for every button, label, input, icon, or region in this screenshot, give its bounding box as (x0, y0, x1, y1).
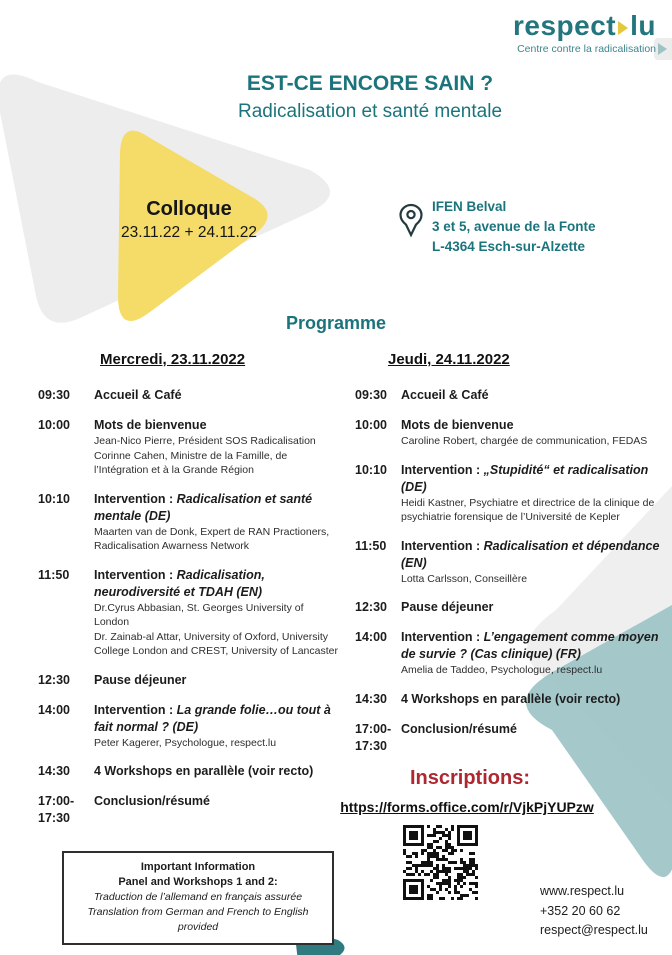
schedule-time: 09:30 (355, 388, 387, 402)
event-subtitle: Radicalisation et santé mentale (237, 101, 503, 122)
logo-wordmark (513, 10, 656, 42)
logo-text-lu: lu (630, 10, 656, 41)
speaker-line: Amelia de Taddeo, Psychologue, respect.lu (401, 664, 603, 676)
schedule-item (38, 793, 340, 827)
venue-name: IFEN Belval (432, 199, 507, 214)
speaker-line: Maarten van de Donk, Expert de RAN Practioners, Radicalisation Awarness Network (94, 525, 330, 552)
schedule-title: 4 Workshops en parallèle (voir recto) (401, 691, 621, 706)
speaker-line: Corinne Cahen, Ministre de la Famille, de l’Intégration et à la Grande Région (94, 449, 288, 476)
schedule-time: 09:30 (38, 388, 70, 402)
schedule-item (38, 417, 340, 478)
schedule-item (355, 691, 669, 708)
speaker-line: Lotta Carlsson, Conseillère (401, 572, 528, 585)
schedule-item (355, 462, 669, 525)
schedule-time: 10:00 (38, 418, 70, 432)
contact-email: respect@respect.lu (540, 923, 648, 937)
schedule-title: Intervention : L’engagement comme moyen de survie ? (Cas clinique) (FR) (401, 630, 659, 661)
schedule-column-thursday (355, 387, 669, 768)
schedule-title: Conclusion/résumé (401, 721, 517, 736)
info-line-fr: Traduction de l’allemand en français assurée (93, 891, 303, 903)
schedule-item (38, 567, 340, 659)
schedule-column-wednesday (38, 387, 340, 840)
registration-link-wrap (336, 799, 598, 817)
contact-website: www.respect.lu (540, 884, 625, 898)
speaker-line: Dr.Cyrus Abbasian, St. Georges University of London (94, 601, 304, 628)
speaker-line: Heidi Kastner, Psychiatre et directrice de la clinique de psychiatrie forensique de l’Université de Kepler (401, 496, 655, 523)
venue (432, 197, 596, 257)
contact-block (540, 882, 648, 941)
venue-address-1: 3 et 5, avenue de la Fonte (432, 219, 596, 234)
event-title: EST-CE ENCORE SAIN ? (246, 72, 494, 95)
play-triangle-icon (658, 43, 667, 55)
day-header-wednesday: Mercredi, 23.11.2022 (100, 351, 246, 368)
schedule-item (38, 763, 340, 780)
event-heading (68, 70, 672, 125)
schedule-time: 12:30 (38, 672, 70, 687)
schedule-title: Intervention : La grande folie…ou tout à fait normal ? (DE) (94, 702, 331, 734)
schedule-title: Pause déjeuner (401, 600, 494, 614)
speaker-line: Peter Kagerer, Psychologue, respect.lu (94, 736, 277, 749)
schedule-item (355, 599, 669, 616)
info-subtitle: Panel and Workshops 1 and 2: (118, 876, 278, 888)
schedule-item (355, 629, 669, 678)
schedule-item (38, 387, 340, 404)
schedule-time: 14:00 (355, 630, 387, 644)
schedule-item (38, 491, 340, 554)
schedule-time: 14:30 (38, 764, 70, 778)
schedule-title: 4 Workshops en parallèle (voir recto) (94, 764, 314, 778)
programme-title: Programme (285, 313, 387, 333)
schedule-item (38, 702, 340, 751)
schedule-title: Intervention : Radicalisation, neurodiversité et TDAH (EN) (94, 567, 265, 599)
schedule-item (355, 417, 669, 449)
schedule-time: 12:30 (355, 600, 387, 614)
qr-code (403, 825, 478, 900)
registration-link[interactable]: https://forms.office.com/r/VjkPjYUPzw (340, 799, 594, 815)
schedule-item (355, 721, 669, 755)
schedule-time: 17:00- 17:30 (38, 794, 75, 825)
info-title: Important Information (140, 861, 256, 873)
schedule-time: 14:30 (355, 691, 387, 706)
schedule-title: Conclusion/résumé (94, 794, 210, 808)
logo-text-respect: respect (512, 10, 617, 41)
colloque-badge (103, 196, 275, 244)
schedule-title: Accueil & Café (401, 388, 489, 402)
schedule-title: Mots de bienvenue (94, 418, 207, 432)
corner-play-chip (654, 38, 672, 60)
colloque-label: Colloque (146, 198, 232, 220)
schedule-time: 11:50 (355, 538, 387, 553)
info-line-en: Translation from German and French to English provided (87, 906, 309, 933)
schedule-time: 11:50 (38, 567, 70, 582)
day-header-thursday: Jeudi, 24.11.2022 (388, 351, 510, 368)
info-box (62, 851, 334, 945)
schedule-title: Accueil & Café (94, 388, 182, 402)
inscriptions-heading: Inscriptions: (409, 767, 530, 789)
schedule-time: 14:00 (38, 702, 70, 717)
speaker-line: Dr. Zainab-al Attar, University of Oxford, University College London and CREST, University of Lancaster (94, 630, 338, 657)
logo (513, 10, 656, 55)
schedule-title: Mots de bienvenue (401, 418, 514, 432)
colloque-dates: 23.11.22 + 24.11.22 (120, 224, 258, 241)
logo-tagline: Centre contre la radicalisation (517, 43, 656, 55)
schedule-title: Pause déjeuner (94, 672, 187, 687)
contact-phone: +352 20 60 62 (540, 903, 621, 918)
location-pin-icon (396, 202, 426, 240)
schedule-title: Intervention : „Stupidité“ et radicalisation (DE) (401, 462, 649, 494)
schedule-time: 17:00- 17:30 (355, 721, 392, 753)
speaker-line: Caroline Robert, chargée de communication, FEDAS (401, 435, 648, 447)
speaker-line: Jean-Nico Pierre, Président SOS Radicalisation (94, 435, 316, 447)
schedule-time: 10:10 (355, 462, 387, 477)
venue-address-2: L-4364 Esch-sur-Alzette (432, 239, 586, 254)
schedule-time: 10:00 (355, 418, 387, 432)
schedule-item (355, 538, 669, 587)
logo-play-icon (618, 21, 628, 35)
schedule-title: Intervention : Radicalisation et santé mentale (DE) (94, 491, 313, 523)
schedule-time: 10:10 (38, 491, 70, 506)
schedule-item (355, 387, 669, 404)
schedule-title: Intervention : Radicalisation et dépendance (EN) (401, 538, 660, 570)
schedule-item (38, 672, 340, 689)
